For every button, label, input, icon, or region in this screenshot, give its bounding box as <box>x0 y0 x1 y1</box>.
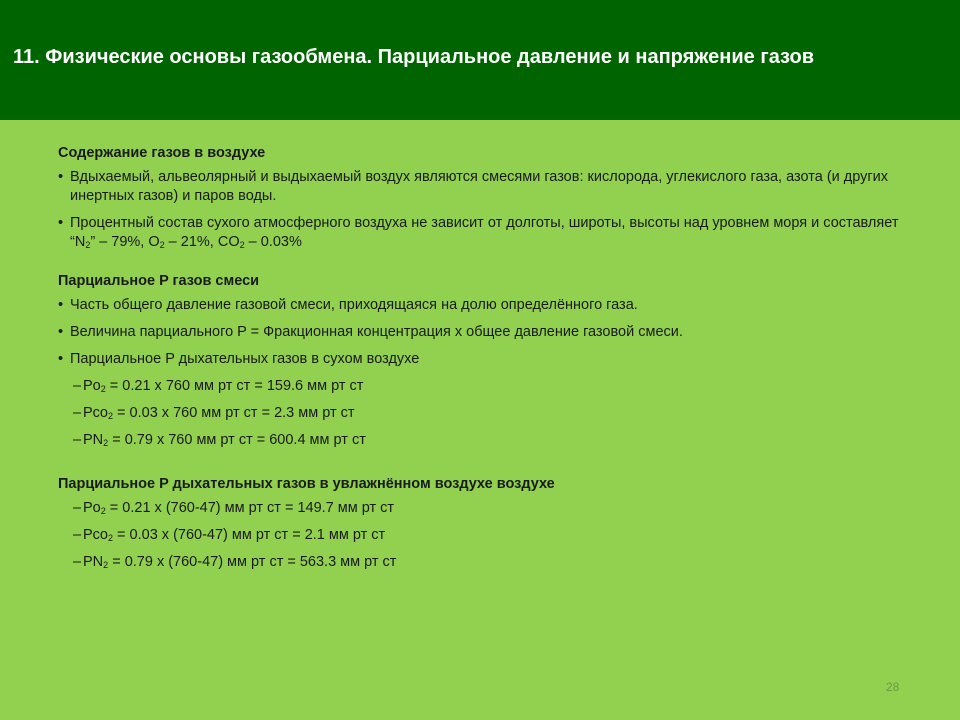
formula-item <box>58 553 918 572</box>
dash-marker: – <box>73 527 82 543</box>
formula-text: $PN_2 = 0.79$ x 760 мм рт ст = 600.4 мм рт ст <box>83 432 366 448</box>
bullet-dot-icon: • <box>58 297 64 313</box>
formula-text: Pco$_2$ = 0.03 x (760-47) мм рт ст = 2.1 мм рт ст <box>83 527 386 543</box>
bullet-text: Часть общего давление газовой смеси, приходящаяся на долю определённого газа. <box>70 297 638 313</box>
bullet-dot-icon: • <box>58 215 64 231</box>
dash-marker: – <box>73 500 82 516</box>
bullet-dot-icon: • <box>58 351 64 367</box>
formula-item <box>58 404 918 423</box>
formula-text: $PN_2 = 0.79$ x (760-47) мм рт ст = 563.3 мм рт ст <box>83 554 397 570</box>
dash-marker: – <box>73 378 82 394</box>
bullet-text: Вдыхаемый, альвеолярный и выдыхаемый воздух являются смесями газов: кислорода, углекислого газа, азота (и других инертных газов) и паров воды. <box>70 169 889 204</box>
section-heading-gas-content: Содержание газов в воздухе <box>58 145 266 161</box>
dash-marker: – <box>73 432 82 448</box>
formula-item <box>58 431 918 450</box>
bullet-item <box>58 214 918 252</box>
bullet-dot-icon: • <box>58 324 64 340</box>
bullet-text: Величина парциального P = Фракционная концентрация х общее давление газовой смеси. <box>70 324 683 340</box>
section-heading-partial-pressure: Парциальное P газов смеси <box>58 273 260 289</box>
slide-content <box>58 144 918 580</box>
slide-title: 11. Физические основы газообмена. Парциальное давление и напряжение газов <box>13 46 815 68</box>
title-bar <box>0 0 960 120</box>
bullet-item <box>58 168 918 206</box>
bullet-item <box>58 350 918 369</box>
formula-item <box>58 377 918 396</box>
section-heading-humid-air: Парциальное P дыхательных газов в увлажнённом воздухе воздухе <box>58 476 555 492</box>
bullet-item <box>58 296 918 315</box>
dash-marker: – <box>73 405 82 421</box>
bullet-text: Парциальное P дыхательных газов в сухом воздухе <box>70 351 420 367</box>
formula-text: $Po_2 = 0.21$ x (760-47) мм рт ст = 149.7 мм рт ст <box>83 500 395 516</box>
page-number: 28 <box>886 680 900 694</box>
bullet-text: Процентный состав сухого атмосферного воздуха не зависит от долготы, широты, высоты над уровнем моря и составляет “$N_2$” – 79%, $O_2 - 21\%$, $CO_2 - 0.03\%$ <box>70 215 899 250</box>
formula-item <box>58 526 918 545</box>
formula-item <box>58 499 918 518</box>
bullet-dot-icon: • <box>58 169 64 185</box>
bullet-item <box>58 323 918 342</box>
formula-text: $Po_2 = 0.21$ x 760 мм рт ст = 159.6 мм рт ст <box>83 378 364 394</box>
dash-marker: – <box>73 554 82 570</box>
formula-text: Pco$_2$ = 0.03 x 760 мм рт ст = 2.3 мм рт ст <box>83 405 355 421</box>
